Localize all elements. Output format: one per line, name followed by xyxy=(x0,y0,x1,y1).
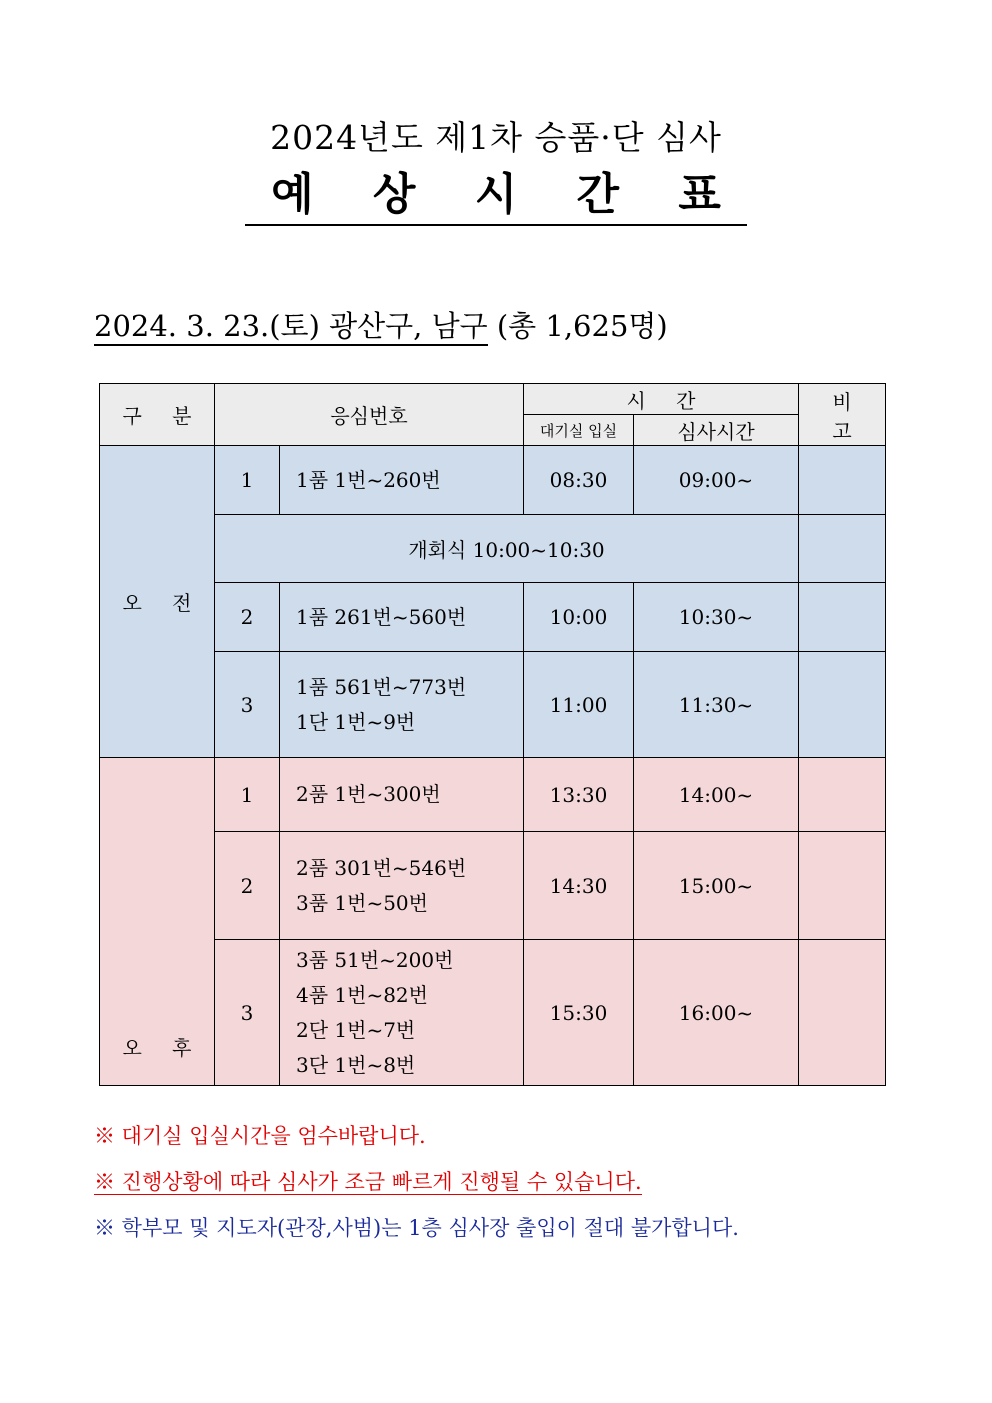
header-remarks: 비 고 xyxy=(799,384,886,446)
total-count: (총 1,625명) xyxy=(487,309,668,343)
entry-time: 15:30 xyxy=(524,940,634,1086)
note-waiting-time: ※ 대기실 입실시간을 엄수바랍니다. xyxy=(94,1124,426,1148)
exam-range xyxy=(280,652,524,758)
row-number: 2 xyxy=(215,832,280,940)
date-location-text: 2024. 3. 23.(토) 광산구, 남구 xyxy=(94,309,488,346)
entry-time: 14:30 xyxy=(524,832,634,940)
table-row xyxy=(100,446,886,515)
row-number: 1 xyxy=(215,446,280,515)
header-exam-time: 심사시간 xyxy=(634,415,799,446)
remarks-cell xyxy=(799,758,886,832)
exam-range xyxy=(280,940,524,1086)
exam-time: 11:30~ xyxy=(634,652,799,758)
schedule-heading-text: 예 상 시 간 표 xyxy=(245,166,747,226)
entry-time: 11:00 xyxy=(524,652,634,758)
morning-label: 오 전 xyxy=(100,446,215,758)
row-number: 2 xyxy=(215,583,280,652)
table-row xyxy=(100,832,886,940)
exam-range-line: 4품 1번~82번 xyxy=(296,982,428,1007)
header-waiting-entry: 대기실 입실 xyxy=(524,415,634,446)
exam-range-line: 1품 1번~260번 xyxy=(296,467,441,492)
exam-range-line: 1품 261번~560번 xyxy=(296,604,467,629)
note-progress-text: ※ 진행상황에 따라 심사가 조금 빠르게 진행될 수 있습니다. xyxy=(94,1170,642,1194)
exam-range-line: 2품 1번~300번 xyxy=(296,782,441,806)
exam-range-line: 3품 51번~200번 xyxy=(296,947,454,972)
remarks-cell xyxy=(799,446,886,515)
table-row xyxy=(100,758,886,832)
exam-range xyxy=(280,758,524,832)
row-number: 3 xyxy=(215,940,280,1086)
row-number: 3 xyxy=(215,652,280,758)
exam-range-line: 3품 1번~50번 xyxy=(296,890,428,915)
table-row xyxy=(100,652,886,758)
header-time: 시 간 xyxy=(524,384,799,415)
schedule-table xyxy=(99,383,886,1086)
entry-time: 08:30 xyxy=(524,446,634,515)
exam-range-line: 1단 1번~9번 xyxy=(296,709,416,734)
exam-time: 09:00~ xyxy=(634,446,799,515)
header-exam-number: 응심번호 xyxy=(215,384,524,446)
table-row xyxy=(100,940,886,1086)
exam-range xyxy=(280,832,524,940)
document-title: 2024년도 제1차 승품·단 심사 xyxy=(270,118,722,157)
exam-range xyxy=(280,583,524,652)
table-row xyxy=(100,515,886,583)
schedule-heading xyxy=(0,166,992,226)
remarks-cell xyxy=(799,940,886,1086)
remarks-cell xyxy=(799,583,886,652)
exam-time: 16:00~ xyxy=(634,940,799,1086)
note-progress xyxy=(94,1166,642,1196)
note-no-entry: ※ 학부모 및 지도자(관장,사범)는 1층 심사장 출입이 절대 불가합니다. xyxy=(94,1216,739,1240)
exam-range-line: 2품 301번~546번 xyxy=(296,855,467,880)
entry-time: 10:00 xyxy=(524,583,634,652)
exam-date-location xyxy=(94,304,668,345)
exam-range-line: 2단 1번~7번 xyxy=(296,1017,416,1042)
remarks-cell xyxy=(799,652,886,758)
entry-time: 13:30 xyxy=(524,758,634,832)
header-category: 구 분 xyxy=(100,384,215,446)
exam-time: 15:00~ xyxy=(634,832,799,940)
remarks-cell xyxy=(799,832,886,940)
exam-range-line: 3단 1번~8번 xyxy=(296,1052,416,1077)
exam-range xyxy=(280,446,524,515)
exam-range-line: 1품 561번~773번 xyxy=(296,674,467,699)
remarks-cell xyxy=(799,515,886,583)
opening-ceremony: 개회식 10:00~10:30 xyxy=(215,515,799,583)
afternoon-label-text: 오 후 xyxy=(122,1036,204,1060)
table-row xyxy=(100,583,886,652)
afternoon-label xyxy=(100,758,215,1086)
exam-time: 10:30~ xyxy=(634,583,799,652)
exam-time: 14:00~ xyxy=(634,758,799,832)
row-number: 1 xyxy=(215,758,280,832)
